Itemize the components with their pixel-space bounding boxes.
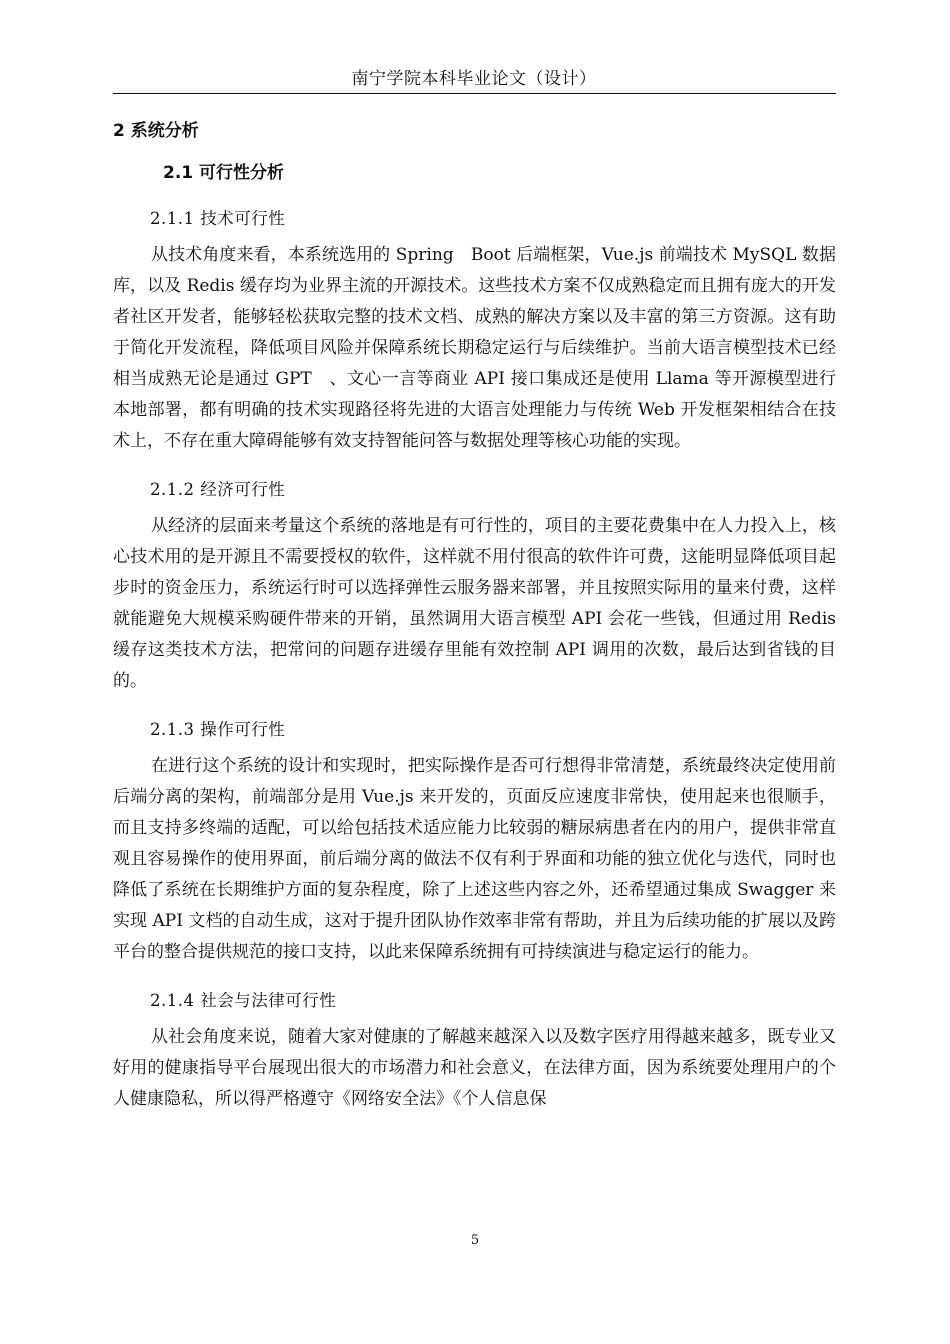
- header-rule: [113, 93, 836, 94]
- subsection-heading-operational: 2.1.3 操作可行性: [150, 720, 286, 739]
- paragraph-technical: 从技术角度来看，本系统选用的 Spring Boot 后端框架，Vue.js 前端技术 MySQL 数据库，以及 Redis 缓存均为业界主流的开源技术。这些技术方案不仅成熟稳定而且拥有庞大的开发者社区开发者，能够轻松获取完整的技术文档、成熟的解决方案以及丰富的第三方资源。这有助于简化开发流程，降低项目风险并保障系统长期稳定运行与后续维护。当前大语言模型技术已经相当成熟无论是通过 GPT 、文心一言等商业 API 接口集成还是使用 Llama 等开源模型进行本地部署，都有明确的技术实现路径将先进的大语言处理能力与传统 Web 开发框架相结合在技术上，不存在重大障碍能够有效支持智能问答与数据处理等核心功能的实现。: [113, 245, 836, 451]
- paragraph-economic: 从经济的层面来考量这个系统的落地是有可行性的，项目的主要花费集中在人力投入上，核心技术用的是开源且不需要授权的软件，这样就不用付很高的软件许可费，这能明显降低项目起步时的资金压力，系统运行时可以选择弹性云服务器来部署，并且按照实际用的量来付费，这样就能避免大规模采购硬件带来的开销，虽然调用大语言模型 API 会花一些钱，但通过用 Redis 缓存这类技术方法，把常问的问题存进缓存里能有效控制 API 调用的次数，最后达到省钱的目的。: [113, 516, 836, 691]
- subsection-heading-technical: 2.1.1 技术可行性: [150, 209, 286, 228]
- chapter-heading: 2 系统分析: [113, 121, 199, 141]
- body-text: [113, 112, 836, 1126]
- subsection-heading-economic: 2.1.2 经济可行性: [150, 480, 286, 499]
- section-heading: 2.1 可行性分析: [163, 163, 285, 183]
- paragraph-operational: 在进行这个系统的设计和实现时，把实际操作是否可行想得非常清楚，系统最终决定使用前后端分离的架构，前端部分是用 Vue.js 来开发的，页面反应速度非常快，使用起来也很顺手，而且支持多终端的适配，可以给包括技术适应能力比较弱的糖尿病患者在内的用户，提供非常直观且容易操作的使用界面，前后端分离的做法不仅有利于界面和功能的独立优化与迭代，同时也降低了系统在长期维护方面的复杂程度，除了上述这些内容之外，还希望通过集成 Swagger 来实现 API 文档的自动生成，这对于提升团队协作效率非常有帮助，并且为后续功能的扩展以及跨平台的整合提供规范的接口支持，以此来保障系统拥有可持续演进与稳定运行的能力。: [113, 756, 836, 962]
- running-header: 南宁学院本科毕业论文（设计）: [351, 69, 597, 89]
- page-number: 5: [470, 1233, 480, 1248]
- subsection-heading-social-legal: 2.1.4 社会与法律可行性: [150, 991, 337, 1010]
- paragraph-social-legal: 从社会角度来说，随着大家对健康的了解越来越深入以及数字医疗用得越来越多，既专业又好用的健康指导平台展现出很大的市场潜力和社会意义，在法律方面，因为系统要处理用户的个人健康隐私，所以得严格遵守《网络安全法》《个人信息保: [113, 1027, 836, 1109]
